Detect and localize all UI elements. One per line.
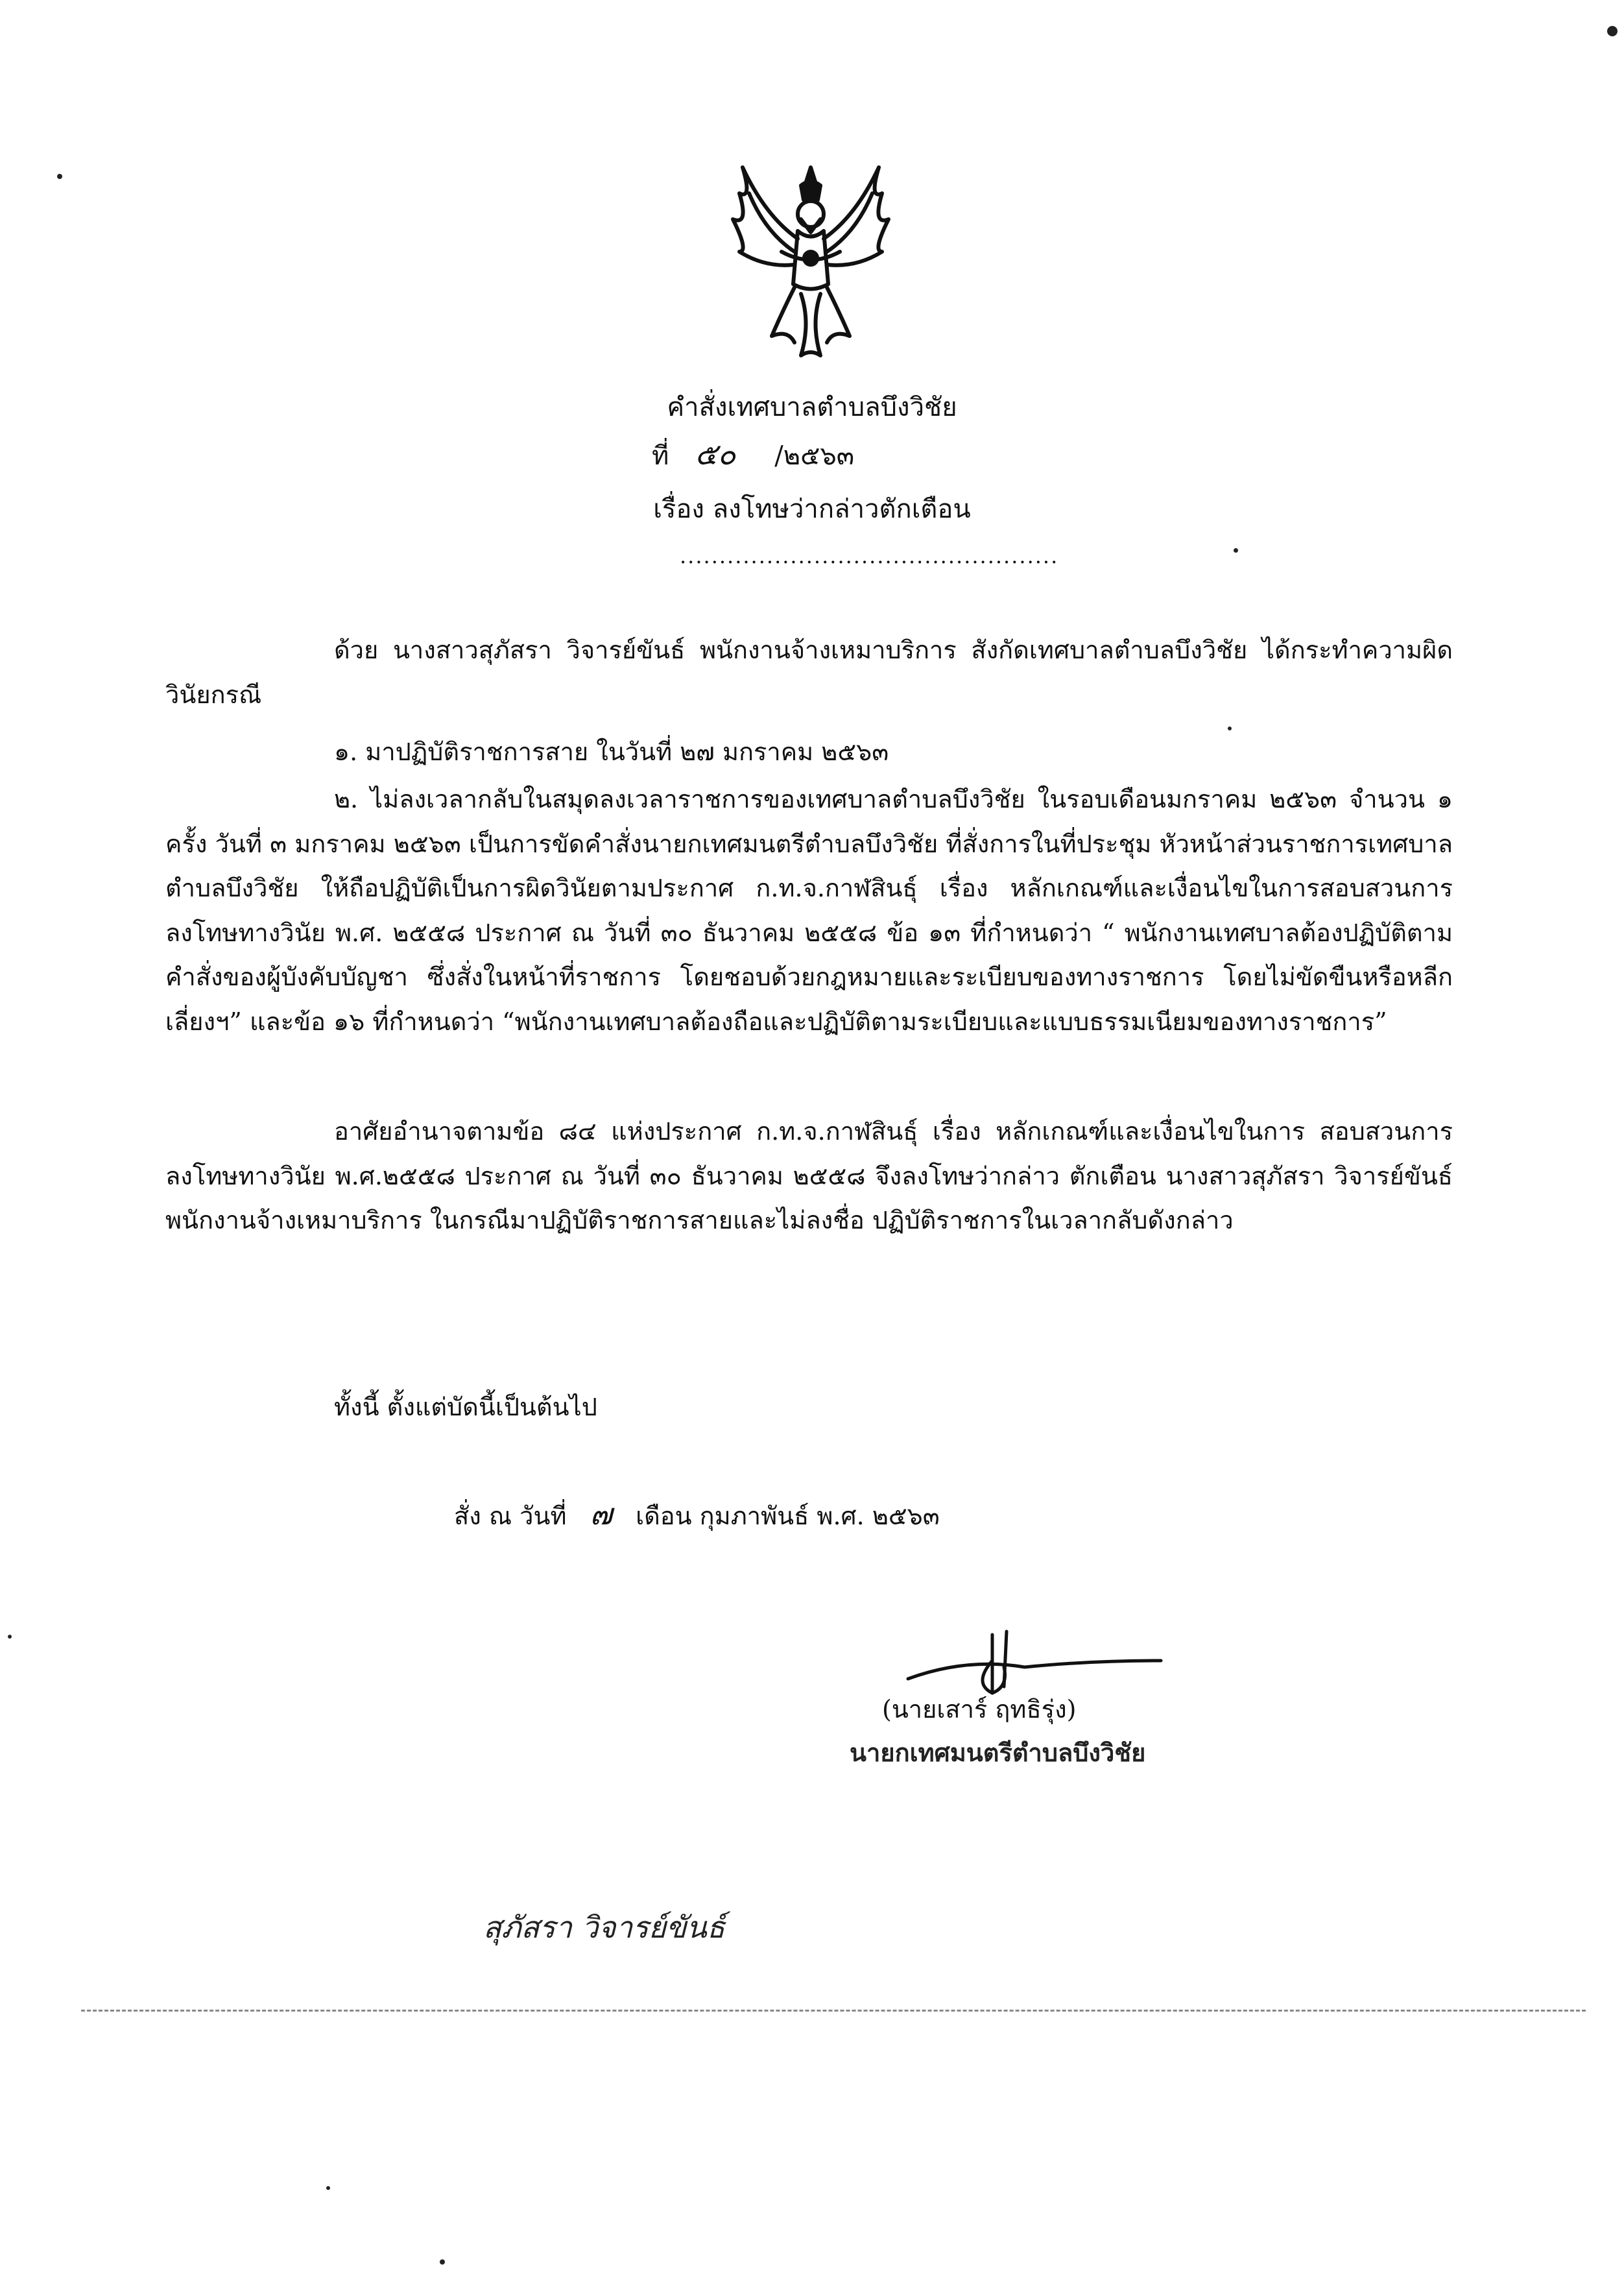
scan-speck xyxy=(440,2259,445,2265)
order-number-line xyxy=(652,435,854,475)
authority-paragraph: อาศัยอำนาจตามข้อ ๘๔ แห่งประกาศ ก.ท.จ.กาฬสินธุ์ เรื่อง หลักเกณฑ์และเงื่อนไขในการ สอบสวนการลงโทษทางวินัย พ.ศ.๒๕๕๘ ประกาศ ณ วันที่ ๓๐ ธันวาคม ๒๕๕๘ จึงลงโทษว่ากล่าว ตักเตือน นางสาวสุภัสรา วิจารย์ขันธ์ พนักงานจ้างเหมาบริการ ในกรณีมาปฏิบัติราชการสายและไม่ลงชื่อ ปฏิบัติราชการในเวลากลับดังกล่าว xyxy=(165,1117,1453,1234)
order-label: ที่ xyxy=(652,441,669,471)
issued-day: ๗ xyxy=(590,1497,613,1532)
scan-speck xyxy=(1607,26,1618,36)
scan-speck xyxy=(57,174,62,179)
scan-speck xyxy=(1228,727,1232,730)
offense-item-1: ๑. มาปฏิบัติราชการสาย ในวันที่ ๒๗ มกราคม ๒๕๖๓ xyxy=(334,738,889,766)
signer-title: นายกเทศมนตรีตำบลบึงวิชัย xyxy=(850,1738,1146,1767)
signer-name: (นายเสาร์ ฤทธิรุ่ง) xyxy=(882,1695,1077,1724)
order-number: ๕๐ xyxy=(695,437,736,472)
issued-prefix: สั่ง ณ วันที่ xyxy=(454,1502,567,1530)
order-subject: เรื่อง ลงโทษว่ากล่าวตักเตือน xyxy=(653,494,971,524)
issued-date-line xyxy=(454,1492,940,1538)
order-year: /๒๕๖๓ xyxy=(774,441,855,471)
header-separator: ................................................ xyxy=(680,544,1059,568)
acknowledgement-signature: สุภัสรา วิจารย์ขันธ์ xyxy=(483,1910,725,1945)
effective-statement: ทั้งนี้ ตั้งแต่บัดนี้เป็นต้นไป xyxy=(334,1393,597,1421)
intro-paragraph: ด้วย นางสาวสุภัสรา วิจารย์ขันธ์ พนักงานจ้างเหมาบริการ สังกัดเทศบาลตำบลบึงวิชัย ได้กระทำความผิดวินัยกรณี xyxy=(165,636,1453,709)
order-title: คำสั่งเทศบาลตำบลบึงวิชัย xyxy=(667,392,957,422)
offense-item-2: ๒. ไม่ลงเวลากลับในสมุดลงเวลาราชการของเทศบาลตำบลบึงวิชัย ในรอบเดือนมกราคม ๒๕๖๓ จำนวน ๑ ครั้ง วันที่ ๓ มกราคม ๒๕๖๓ เป็นการขัดคำสั่งนายกเทศมนตรีตำบลบึงวิชัย ที่สั่งการในที่ประชุม หัวหน้าส่วนราชการเทศบาลตำบลบึงวิชัย ให้ถือปฏิบัติเป็นการผิดวินัยตามประกาศ ก.ท.จ.กาฬสินธุ์ เรื่อง หลักเกณฑ์และเงื่อนไขในการสอบสวนการลงโทษทางวินัย พ.ศ. ๒๕๕๘ ประกาศ ณ วันที่ ๓๐ ธันวาคม ๒๕๕๘ ข้อ ๑๓ ที่กำหนดว่า “ พนักงานเทศบาลต้องปฏิบัติตามคำสั่งของผู้บังคับบัญชา ซึ่งสั่งในหน้าที่ราชการ โดยชอบด้วยกฎหมายและระเบียบของทางราชการ โดยไม่ขัดขืนหรือหลีกเลี่ยงฯ” และข้อ ๑๖ ที่กำหนดว่า “พนักงานเทศบาลต้องถือและปฏิบัติตามระเบียบและแบบธรรมเนียมของทางราชการ” xyxy=(165,785,1453,1036)
acknowledgement-divider xyxy=(81,2010,1586,2012)
issued-month-year: เดือน กุมภาพันธ์ พ.ศ. ๒๕๖๓ xyxy=(636,1502,940,1530)
scan-speck xyxy=(326,2186,330,2190)
scan-speck xyxy=(8,1635,12,1639)
garuda-emblem-icon xyxy=(704,154,918,368)
scan-speck xyxy=(1234,548,1238,553)
